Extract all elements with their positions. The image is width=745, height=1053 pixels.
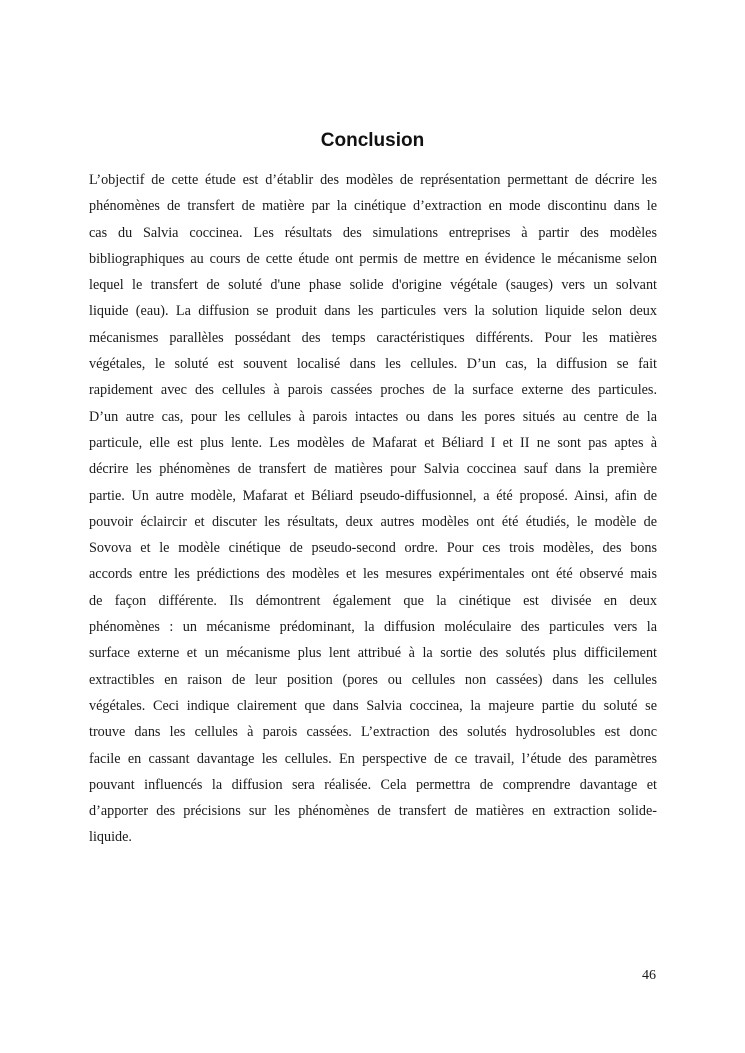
paragraph-line: décrire les phénomènes de transfert de matières pour Salvia coccinea sauf dans la première [89, 461, 657, 478]
paragraph-line: accords entre les prédictions des modèles et les mesures expérimentales ont été observé mais [89, 566, 657, 583]
paragraph-line: de façon différente. Ils démontrent également que la cinétique est divisée en deux [89, 592, 657, 609]
paragraph-line: cas du Salvia coccinea. Les résultats des simulations entreprises à partir des modèles [89, 224, 657, 241]
page-title: Conclusion [320, 130, 425, 151]
paragraph-line: végétales, le soluté est souvent localisé dans les cellules. D’un cas, la diffusion se fait [89, 356, 657, 373]
paragraph-line: végétales. Ceci indique clairement que dans Salvia coccinea, la majeure partie du soluté se [89, 697, 657, 714]
paragraph-line: pouvant influencés la diffusion sera réalisée. Cela permettra de comprendre davantage et [89, 776, 657, 793]
paragraph-line: phénomènes : un mécanisme prédominant, la diffusion moléculaire des particules vers la [89, 619, 657, 636]
paragraph-line: mécanismes parallèles possédant des temps caractéristiques différents. Pour les matières [89, 329, 657, 346]
paragraph-line: L’objectif de cette étude est d’établir des modèles de représentation permettant de décrire les [89, 172, 657, 188]
conclusion-paragraph [89, 167, 657, 851]
paragraph-line: extractibles en raison de leur position (pores ou cellules non cassées) dans les cellules [89, 671, 657, 688]
paragraph-line: d’apporter des précisions sur les phénomènes de transfert de matières en extraction solide- [89, 803, 657, 820]
paragraph-line: liquide. [89, 829, 132, 846]
paragraph-line: liquide (eau). La diffusion se produit dans les particules vers la solution liquide selon deux [89, 303, 657, 320]
paragraph-line: rapidement avec des cellules à parois cassées proches de la surface externe des particules. [89, 382, 657, 399]
paragraph-line: pouvoir éclaircir et discuter les résultats, deux autres modèles ont été étudiés, le modèle de [89, 513, 657, 530]
paragraph-line: trouve dans les cellules à parois cassées. L’extraction des solutés hydrosolubles est donc [89, 724, 657, 741]
paragraph-line: partie. Un autre modèle, Mafarat et Béliard pseudo-diffusionnel, a été proposé. Ainsi, afin de [89, 487, 657, 504]
paragraph-line: Sovova et le modèle cinétique de pseudo-second ordre. Pour ces trois modèles, des bons [89, 540, 657, 557]
paragraph-line: D’un autre cas, pour les cellules à parois intactes ou dans les pores situés au centre de la [89, 408, 657, 425]
paragraph-line: phénomènes de transfert de matière par la cinétique d’extraction en mode discontinu dans le [89, 198, 657, 215]
paragraph-line: facile en cassant davantage les cellules. En perspective de ce travail, l’étude des paramètres [89, 750, 657, 767]
page-number: 46 [642, 968, 656, 983]
paragraph-line: bibliographiques au cours de cette étude ont permis de mettre en évidence le mécanisme selon [89, 250, 657, 267]
paragraph-line: surface externe et un mécanisme plus lent attribué à la sortie des solutés plus difficilement [89, 645, 657, 662]
paragraph-line: lequel le transfert de soluté d'une phase solide d'origine végétale (sauges) vers un solvant [89, 277, 657, 294]
paragraph-line: particule, elle est plus lente. Les modèles de Mafarat et Béliard I et II ne sont pas aptes à [89, 434, 657, 451]
